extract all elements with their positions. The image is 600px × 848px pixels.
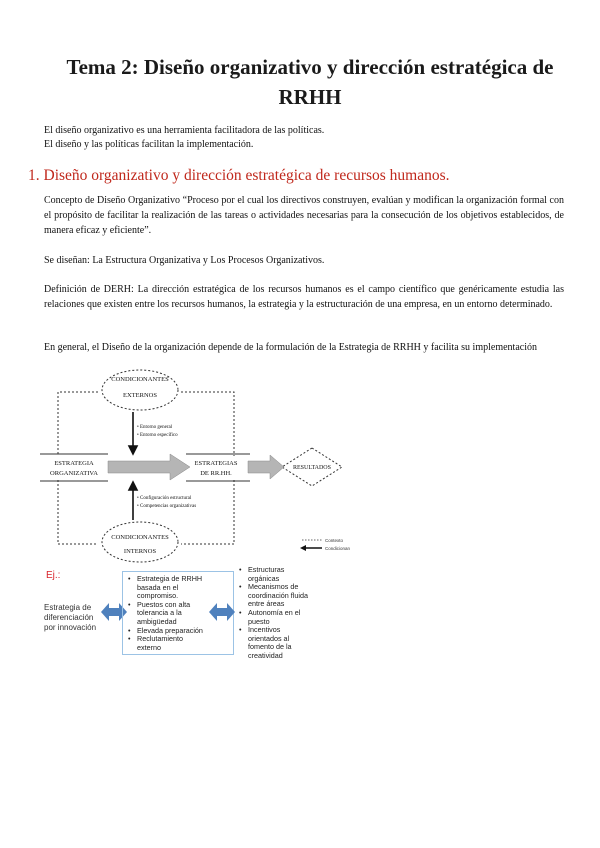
frame-dashed-bottom-right — [181, 480, 234, 544]
external-label-2: EXTERNOS — [123, 392, 157, 399]
section-heading: 1. Diseño organizativo y dirección estratégica de recursos humanos. — [28, 167, 450, 184]
strategy-line-1: Estrategia de — [44, 603, 92, 612]
outcome-item-3: • Autonomía en el puesto — [238, 609, 328, 626]
estrategias-label-1: ESTRATEGIAS — [194, 460, 238, 467]
main-flow-arrow — [108, 454, 190, 480]
internal-item-2: • Competencias organizativas — [137, 504, 197, 509]
design-outcomes-list — [238, 566, 328, 661]
legend-contexto: Contexto — [325, 538, 344, 543]
estrategia-label-1: ESTRATEGIA — [54, 460, 94, 467]
legend-arrowhead — [300, 545, 306, 551]
box-item-1: • Estrategia de RRHH basada en el compromiso. — [127, 575, 231, 601]
page-title: Tema 2: Diseño organizativo y dirección estratégica de RRHH — [66, 55, 554, 109]
legend-condicionan: Condicionan — [325, 546, 351, 551]
frame-dashed-bottom-left — [58, 480, 98, 544]
concept-paragraph: Concepto de Diseño Organizativo “Proceso por el cual los directivos construyen, evalúan y modifican la organización formal con el propósito de facilitar la realización de las tareas o actividades necesarias para la consecución de los objetivos establecidos, de manera eficaz y eficiente”. — [44, 195, 564, 236]
example-label: Ej.: — [46, 570, 61, 581]
strategy-label — [44, 603, 96, 633]
internal-label-2: INTERNOS — [123, 548, 157, 555]
strategy-line-3: por innovación — [44, 623, 97, 632]
derh-definition-paragraph: Definición de DERH: La dirección estratégica de los recursos humanos es el campo científico que genéricamente estudia las relaciones que existen entre los recursos humanos, la estrategia y la estructuración de una empresa, en un entorno determinado. — [44, 284, 564, 310]
estrategia-label-2: ORGANIZATIVA — [50, 470, 98, 477]
outcome-item-1: • Estructuras orgánicas — [238, 566, 328, 583]
internal-label-1: CONDICIONANTES — [111, 534, 169, 541]
resultados-label: RESULTADOS — [293, 465, 331, 471]
box-item-2: • Puestos con alta tolerancia a la ambigüedad — [127, 601, 231, 627]
external-influence-arrowhead — [129, 446, 137, 454]
box-item-3: • Elevada preparación — [127, 627, 231, 636]
strategy-line-2: diferenciación — [44, 613, 94, 622]
frame-dashed-top-right — [181, 392, 234, 456]
internal-influence-arrowhead — [129, 482, 137, 490]
frame-dashed-top-left — [58, 392, 98, 456]
strategy-diagram — [38, 368, 368, 564]
design-paragraph: Se diseñan: La Estructura Organizativa y Los Procesos Organizativos. — [44, 255, 325, 266]
double-arrow-right-icon — [208, 600, 236, 624]
estrategias-label-2: DE RR.HH. — [200, 470, 232, 477]
results-arrow — [248, 455, 284, 479]
external-item-1: • Entorno general — [137, 425, 173, 430]
outcome-item-4: • Incentivos orientados al fomento de la creatividad — [238, 626, 328, 660]
internal-conditions-circle — [102, 522, 178, 562]
implementation-paragraph: En general, el Diseño de la organización depende de la formulación de la Estrategia de RRHH y facilita su implementación — [44, 342, 537, 353]
external-item-2: • Entorno específico — [137, 433, 178, 438]
intro-line-1: El diseño organizativo es una herramienta facilitadora de las políticas. — [44, 125, 325, 136]
internal-item-1: • Configuración estructural — [137, 496, 192, 501]
outcome-item-2: • Mecanismos de coordinación fluida entre áreas — [238, 583, 328, 609]
intro-line-2: El diseño y las políticas facilitan la implementación. — [44, 139, 254, 150]
external-label-1: CONDICIONANTES — [111, 376, 169, 383]
box-item-4: • Reclutamiento externo — [127, 635, 231, 652]
